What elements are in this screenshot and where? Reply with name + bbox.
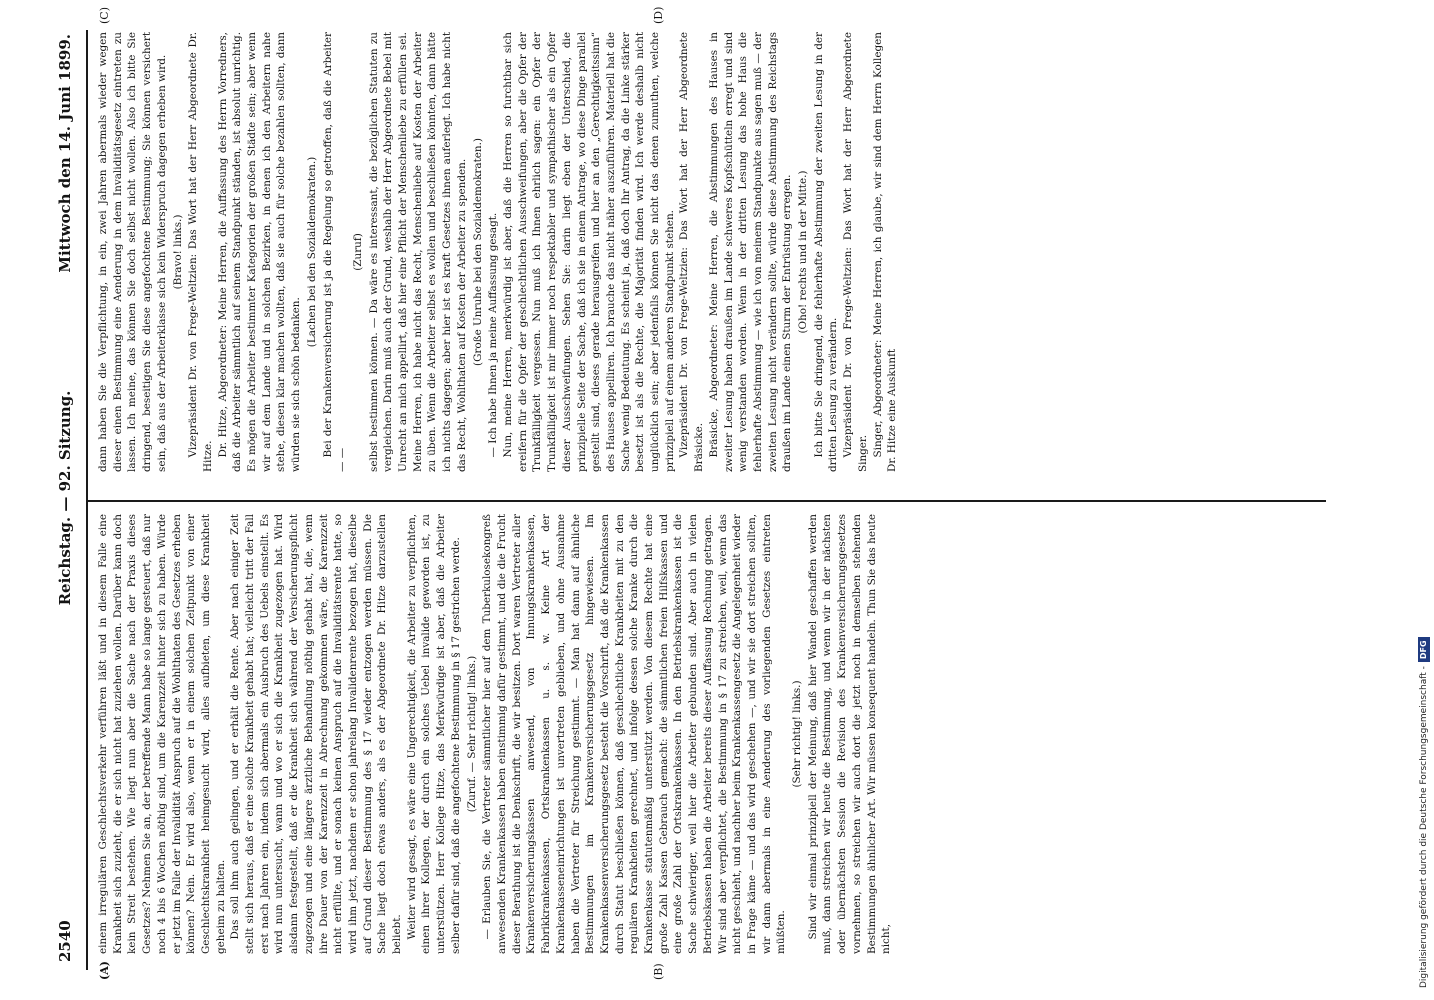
right-paragraph-5: selbst bestimmen können. — Da wäre es interessant, die bezüglichen Statuten zu vergleichen. Darin muß auch der Grund, weshalb der Herr Abgeordnete Bebel mit Unrecht an mich appellirt, daß hier eine Pflicht der Menschenliebe zu erfüllen sei. Meine Herren, ich habe nicht das Recht, Menschenliebe auf Kosten der Arbeiter zu üben. Wenn die Arbeiter selbst es wollen und beschließen könnten, dann hätte ich nichts dagegen; aber hier ist es kraft Gesetzes ihnen auferlegt. Ich habe nicht das Recht, Wohlthaten auf Kosten der Arbeiter zu spenden. (367, 32, 468, 472)
dfg-logo: DFG (1418, 637, 1430, 662)
left-paragraph-4: — Erlauben Sie, die Vertreter sämmtlicher hier auf dem Tuberkulosekongreß anwesenden Krankenkassen haben einstimmig dafür gestimmt, und die die Frucht dieser Berathung ist die Denkschrift, die wir besitzen. Dort waren Vertreter aller Krankenversicherungskassen anwesend, von Innungskrankenkassen, Fabrikkrankenkassen, Ortskrankenkassen u. s. w. Keine Art der Krankenkasseneinrichtungen ist unvertreten geblieben, und ohne Ausnahme haben die Vertreter für Streichung gestimmt. — Man hat dann auf ähnliche Bestimmungen im Krankenversicherungsgesetz hingewiesen. Im Krankenkassenversicherungsgesetz besteht die Vorschrift, daß die Krankenkassen durch Statut beschließen können, daß geschlechtliche Krankheiten mit zu den regulären Krankheiten gerechnet, und infolge dessen solche Kranke durch die Krankenkasse statutenmäßig unterstützt werden. Von diesem Rechte hat eine große Zahl Kassen Gebrauch gemacht: die sämmtlichen freien Hilfskassen und eine große Zahl der Ortskrankenkassen. In den Betriebskrankenkassen ist die Sache schwieriger, weil hier die Arbeiter gebunden sind. Aber auch in vielen Betriebskassen haben die Arbeiter bereits dieser Auffassung Rechnung getragen. Wir sind aber verpflichtet, die Bestimmung in § 17 zu streichen, weil, wenn das nicht geschieht, und nachher beim Krankenkassengesetz die Angelegenheit wieder in Frage käme — und das wird geschehen —, und wir sie dort streichen sollten, wir dann abermals in eine Aenderung des vorliegenden Gesetzes eintreten müßten. (481, 514, 788, 954)
right-paragraph-4: Bei der Krankenversicherung ist ja die Regelung so getroffen, daß die Arbeiter — — (321, 32, 349, 472)
right-paragraph-9: Bräsicke, Abgeordneter: Meine Herren, die Abstimmungen des Hauses in zweiter Lesung haben draußen im Lande schweres Kopfschütteln erregt und sind wenig verstanden worden. Wenn in der dritten Lesung das hohe Haus die fehlerhafte Abstimmung — wie ich von meinem Standpunkte aus sagen muß — der zweiten Lesung nicht verändern sollte, würde diese Abstimmung des Reichstags draußen im Lande einen Sturm der Entrüstung erregen. (707, 32, 794, 472)
right-interjection-5: (Oho! rechts und in der Mitte.) (797, 170, 810, 334)
right-interjection-4: (Große Unruhe bei den Sozialdemokraten.) (471, 138, 484, 366)
right-paragraph-8: Vizepräsident Dr. von Frege-Weltzien: Das Wort hat der Herr Abgeordnete Bräsicke. (678, 32, 706, 472)
left-interjection-2: (Sehr richtig! links.) (791, 680, 804, 788)
margin-marker-d: (D) (652, 6, 665, 24)
left-paragraph-5: Sind wir einmal prinzipiell der Meinung, daß hier Wandel geschaffen werden muß, dann streichen wir heute die Bestimmung, und wenn wir in der nächsten oder übernächsten Session die Revision des Krankenversicherungsgesetzes vornehmen, so streichen wir auch dort die jetzt noch in demselben stehenden Bestimmungen ähnlicher Art. Wir müssen konsequent handeln. Thun Sie das heute nicht, (806, 514, 893, 954)
page-number: 2540 (56, 920, 74, 962)
right-interjection-3: (Zuruf) (351, 233, 364, 271)
column-divider (86, 500, 1326, 502)
session-title: Reichstag. — 92. Sitzung. (56, 390, 74, 606)
left-column (96, 514, 894, 954)
page-header (52, 34, 80, 962)
left-interjection-1: (Zuruf. — Sehr richtig! links.) (465, 655, 478, 813)
left-paragraph-1: einem irregulären Geschlechtsverkehr verführen läßt und in diesem Falle eine Krankheit sich zuzieht, die er sich nicht hat zuziehen wollen. Darüber kann doch kein Streit bestehen. Wie liegt nun aber die Sache nach der Praxis dieses Gesetzes? Nehmen Sie an, der betreffende Mann habe so lange gesteuert, daß nur noch 4 bis 6 Wochen nöthig sind, um die Karenzzeit hinter sich zu haben. Würde er jetzt im Falle der Invalidität Anspruch auf die Wohlthaten des Gesetzes erheben können? Nein. Er wird also, wenn er in einem solchen Zeitpunkt von einer Geschlechtskrankheit heimgesucht wird, alles aufbieten, um diese Krankheit geheim zu halten. (97, 514, 227, 954)
right-paragraph-10: Ich bitte Sie dringend, die fehlerhafte Abstimmung der zweiten Lesung in der dritten Lesung zu verändern. (812, 32, 840, 472)
right-paragraph-1: dann haben Sie die Verpflichtung, in ein, zwei Jahren abermals wieder wegen dieser einen Bestimmung eine Aenderung in dem Invaliditätsgesetz eintreten zu lassen. Ich meine, das können Sie doch selbst nicht wollen. Also ich bitte Sie dringend, beseitigen Sie diese angefochtene Bestimmung; Sie können versichert sein, daß aus der Arbeiterklasse sich kein Widerspruch dagegen erheben wird. (97, 32, 168, 472)
left-paragraph-3: Weiter wird gesagt, es wäre eine Ungerechtigkeit, die Arbeiter zu verpflichten, einen ihrer Kollegen, der durch ein solches Uebel invalide geworden ist, zu unterstützen. Herr Kollege Hitze, das Merkwürdige ist aber, daß die Arbeiter selber dafür sind, daß die angefochtene Bestimmung in § 17 gestrichen werde. (405, 514, 462, 954)
right-paragraph-12: Singer, Abgeordneter: Meine Herren, ich glaube, wir sind dem Herrn Kollegen Dr. Hitze eine Auskunft (871, 32, 899, 472)
margin-marker-a: (A) (98, 961, 111, 980)
margin-marker-c: (C) (98, 7, 111, 24)
digitization-stamp (1416, 8, 1432, 988)
right-paragraph-7: Nun, meine Herren, merkwürdig ist aber, daß die Herren so furchtbar sich ereifern für die Opfer der geschlechtlichen Ausschweifungen, aber die Opfer der Trunkfälligkeit vergessen. Nun muß ich Ihnen ehrlich sagen: ein Opfer der Trunkfälligkeit ist mir immer noch respektabler und sympathischer als ein Opfer dieser Ausschweifungen. Sehen Sie: darin liegt eben der Unterschied, die prinzipielle Seite der Sache, daß ich sie in einem Antrage, wo diese Dinge parallel gestellt sind, dieses gerade herausgreifen und hier an den „Gerechtigkeitssinn“ des Hauses appelliren. Ich brauche das nicht näher auszuführen. Materiell hat die Sache wenig Bedeutung. Es scheint ja, daß doch Ihr Antrag, da die Linke stärker besetzt ist als die Rechte, die Majorität finden wird. Ich werde deshalb nicht unglücklich sein; aber jedenfalls können Sie nicht das denen zumuthen, welche prinzipiell auf einem anderen Standpunkt stehen. (501, 32, 676, 472)
right-interjection-2: (Lachen bei den Sozialdemokraten.) (305, 156, 318, 348)
digitization-note: Digitalisierung gefördert durch die Deutsche Forschungsgemeinschaft - (1419, 666, 1429, 988)
right-paragraph-3: Dr. Hitze, Abgeordneter: Meine Herren, die Auffassung des Herrn Vorredners, daß die Arbeiter sämmtlich auf seinem Standpunkt ständen, ist absolut unrichtig. Es mögen die Arbeiter bestimmter Kategorien der großen Städte sein; aber wenn wir auf dem Lande und in solchen Bezirken, in denen ich den Arbeitern nahe stehe, diesen klar machen wollten, daß sie auch für solche bezahlen sollten, dann würden sie sich schön bedanken. (216, 32, 303, 472)
right-interjection-1: (Bravo! links.) (171, 214, 184, 290)
right-paragraph-6: — Ich habe Ihnen ja meine Auffassung gesagt. (487, 212, 500, 458)
left-paragraph-2: Das soll ihm auch gelingen, und er erhält die Rente. Aber nach einiger Zeit stellt sich heraus, daß er eine solche Krankheit gehabt hat; vielleicht tritt der Fall erst nach Jahren ein, indem sich abermals ein Ausbruch des Uebels einstellt. Es wird nun untersucht, wann und wo er sich die Krankheit zugezogen hat. Wird alsdann festgestellt, daß er die Krankheit sich während der Versicherungspflicht zugezogen und eine längere ärztliche Behandlung nöthig gehabt hat, die, wenn ihre Dauer von der Karenzzeit in Abrechnung gekommen wäre, die Karenzzeit nicht erfüllte, und er sonach keinen Anspruch auf die Invaliditätsrente hatte, so wird ihm jetzt, nachdem er schon jahrelang Invalidenrente bezogen hat, dieselbe auf Grund dieser Bestimmung des § 17 wieder entzogen werden müssen. Die Sache liegt doch etwas anders, als es der Abgeordnete Dr. Hitze darzustellen beliebt. (229, 514, 404, 954)
right-paragraph-2: Vizepräsident Dr. von Frege-Weltzien: Das Wort hat der Herr Abgeordnete Dr. Hitze. (187, 32, 214, 472)
session-date: Mittwoch den 14. Juni 1899. (56, 34, 74, 273)
margin-marker-b: (B) (652, 963, 665, 980)
right-paragraph-11: Vizepräsident Dr. von Frege-Weltzien: Das Wort hat der Herr Abgeordnete Singer. (842, 32, 869, 472)
right-column (96, 32, 900, 472)
